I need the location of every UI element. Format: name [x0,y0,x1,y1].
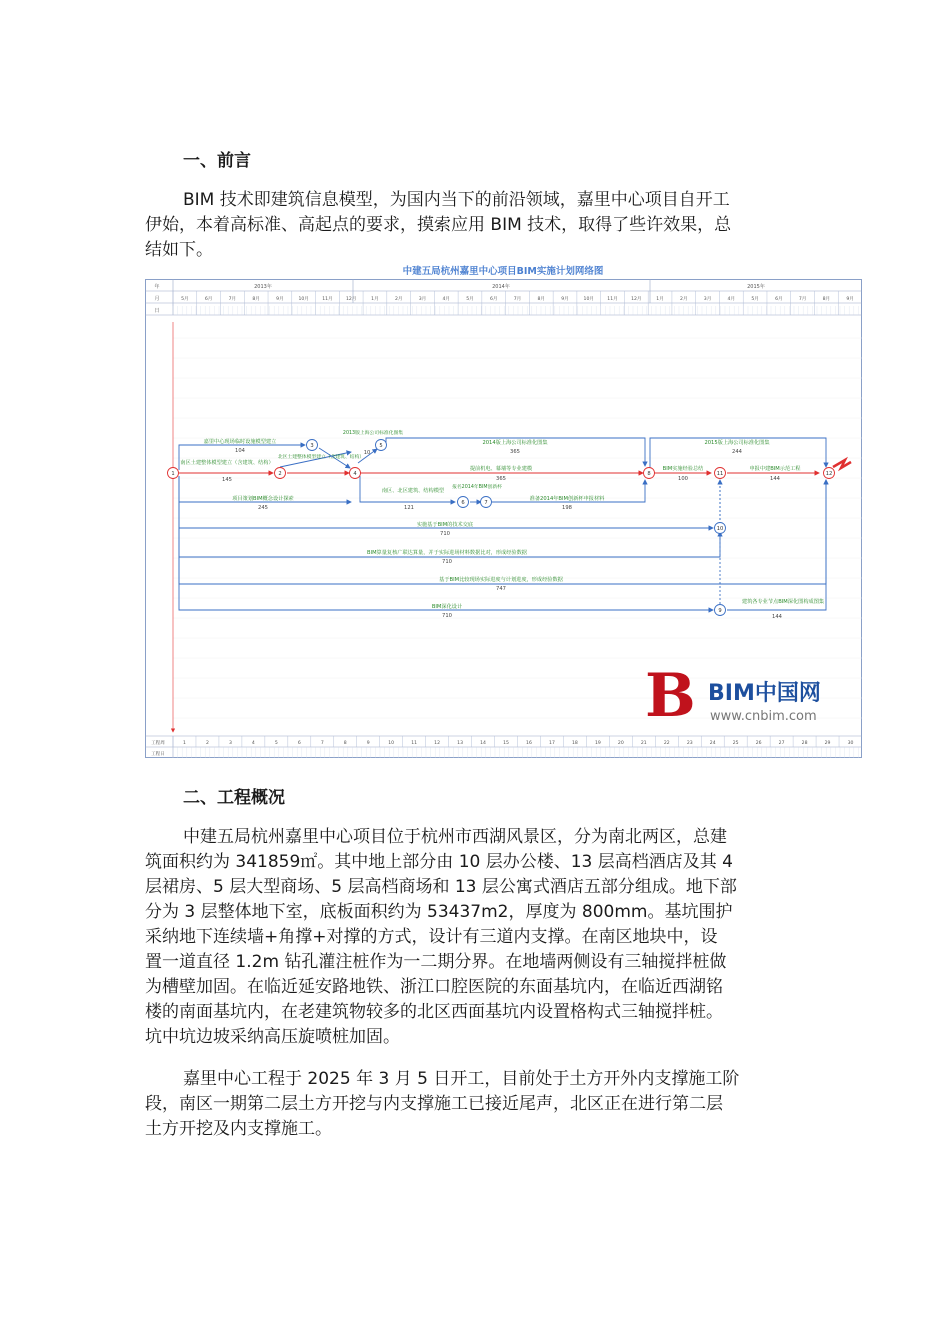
task-label: 申报中建BIM示范工程 [749,466,801,472]
overview-line: 分为 3 层整体地下室，底板面积约为 53437m2，厚度为 800mm。基坑围护 [145,902,733,922]
week-label: 22 [663,741,670,746]
week-label: 12 [434,741,441,746]
task-label: 建筑各专业节点BIM深化图构成图集 [741,599,825,605]
month-label: 2月 [680,297,688,302]
preface-line: 伊始，本着高标准、高起点的要求，摸索应用 BIM 技术，取得了些许效果，总 [145,215,732,235]
node-number: 9 [718,608,722,614]
task-duration: 100 [678,476,688,482]
section-heading-overview: 二、工程概况 [183,788,285,808]
week-label: 19 [594,741,601,746]
task-duration: 245 [258,505,268,511]
node-number: 7 [484,500,488,506]
week-label: 10 [388,741,395,746]
node-number: 8 [647,471,651,477]
task-label: 项目策划BIM概念设计探索 [232,496,294,502]
row-label-day: 日 [154,308,160,314]
overview-line: 段，南区一期第二层土方开挖与内支撑施工已接近尾声，北区正在进行第二层 [145,1094,723,1114]
year-label: 2015年 [747,284,765,290]
month-label: 4月 [727,297,736,302]
week-label: 28 [801,741,808,746]
month-label: 7月 [513,297,522,302]
task-label: 报名2014年BIM创新杯 [452,485,502,490]
week-label: 6 [297,741,301,746]
task-label: 提前机电、幕墙等专业建模 [469,466,533,472]
task-duration: 747 [496,586,506,592]
week-label: 23 [686,741,693,746]
bim-network-diagram [145,262,862,758]
month-label: 8月 [252,297,260,302]
week-label: 29 [824,741,831,746]
task-label: 北区土建整体模型建立（含建筑、结构） [277,455,365,460]
month-label: 8月 [822,297,831,302]
month-label: 5月 [751,297,759,302]
month-label: 4月 [442,297,450,302]
task-duration: 710 [442,613,452,619]
node-number: 12 [825,471,833,477]
month-label: 7月 [228,297,237,302]
month-label: 5月 [466,297,474,302]
week-label: 5 [274,741,278,746]
task-duration: 710 [440,531,450,537]
week-label: 4 [251,741,255,746]
node-number: 5 [379,443,383,449]
week-label: 3 [228,741,232,746]
task-duration: 10 [363,450,371,456]
task-label: 准备2014年BIM创新杯申报材料 [529,496,605,502]
month-label: 9月 [561,297,569,302]
node-number: 2 [278,471,282,477]
task-label: 南区、北区建筑、结构模型 [381,488,445,494]
week-label: 16 [526,741,532,746]
task-label: 南区土建整体模型建立（含建筑、结构） [180,460,274,466]
month-label: 3月 [418,297,427,302]
month-label: 12月 [631,297,642,302]
task-duration: 365 [510,449,520,455]
task-duration: 244 [732,449,742,455]
year-label: 2013年 [254,284,272,290]
week-label: 8 [343,741,347,746]
task-duration: 365 [496,476,506,482]
week-label: 2 [205,741,209,746]
preface-line: 结如下。 [145,240,213,260]
task-label: BIM实施经验总结 [662,466,704,472]
overview-line: 中建五局杭州嘉里中心项目位于杭州市西湖风景区，分为南北两区，总建 [183,827,727,847]
task-label: BIM深化设计 [431,604,463,610]
overview-paragraph-1 [145,825,805,1050]
week-label: 14 [480,741,486,746]
row-label-year: 年 [154,284,160,290]
week-label: 11 [411,741,418,746]
week-label: 13 [457,741,464,746]
task-label: 2015版上海公司标准化图集 [704,440,770,446]
week-label: 18 [571,741,578,746]
diagram-title: 中建五局杭州嘉里中心项目BIM实施计划网络图 [402,266,604,277]
row-label-day-count: 工程日 [151,752,165,757]
task-duration: 710 [442,559,452,565]
section-heading-preface: 一、前言 [183,151,251,171]
node-number: 4 [353,471,357,477]
overview-line: 采纳地下连续墙+角撑+对撑的方式，设计有三道内支撑。在南区地块中，设 [145,927,718,947]
month-label: 6月 [204,297,213,302]
node-number: 1 [171,471,175,477]
logo-url: www.cnbim.com [710,709,817,724]
task-label: 嘉里中心现场临时设施模型建立 [203,439,277,445]
overview-line: 坑中坑边坡采纳高压旋喷桩加固。 [145,1027,400,1047]
preface-paragraph [145,188,805,263]
month-label: 8月 [537,297,546,302]
row-label-month: 月 [154,296,160,302]
month-label: 5月 [181,297,189,302]
week-label: 27 [778,741,785,746]
overview-line: 为槽壁加固。在临近延安路地铁、浙江口腔医院的东面基坑内，在临近西湖铭 [145,977,723,997]
task-duration: 121 [404,505,414,511]
task-label: 基于BIM比较现场实际进度与计划进度，形成经验数据 [439,577,563,583]
month-label: 10月 [298,297,309,302]
month-label: 3月 [703,297,712,302]
week-label: 26 [755,741,762,746]
overview-paragraph-2 [145,1067,805,1142]
week-label: 1 [183,741,186,746]
month-label: 6月 [775,297,783,302]
month-label: 12月 [345,297,357,302]
week-label: 25 [732,741,739,746]
task-label: BIM算量复核广联达算量，并于实际进场材料数据比对，形成经验数据 [366,550,528,556]
week-label: 9 [366,741,370,746]
task-duration: 145 [222,477,232,483]
row-label-week: 工程周 [151,741,165,746]
node-number: 10 [716,526,724,532]
node-number: 3 [310,443,314,449]
week-label: 7 [320,741,324,746]
overview-line: 置一道直径 1.2m 钻孔灌注桩作为一二期分界。在地墙两侧设有三轴搅拌桩做 [145,952,727,972]
month-label: 10月 [583,297,595,302]
logo-name: BIM中国网 [708,681,821,706]
task-duration: 144 [770,476,780,482]
task-label: 实施基于BIM的技术交底 [416,522,474,528]
overview-line: 楼的南面基坑内，在老建筑物较多的北区西面基坑内设置格构式三轴搅拌桩。 [145,1002,723,1022]
overview-line: 筑面积约为 341859㎡。其中地上部分由 10 层办公楼、13 层高档酒店及其 4 [145,852,733,872]
week-label: 17 [549,741,555,746]
logo-b-glyph: B [645,661,696,731]
overview-line: 土方开挖及内支撑施工。 [145,1119,332,1139]
month-label: 6月 [489,297,498,302]
year-label: 2014年 [492,284,510,290]
week-label: 21 [640,741,647,746]
month-label: 2月 [394,297,403,302]
month-label: 7月 [798,297,807,302]
overview-line: 层裙房、5 层大型商场、5 层高档商场和 13 层公寓式酒店五部分组成。地下部 [145,877,737,897]
task-duration: 198 [562,505,572,511]
week-label: 30 [847,741,854,746]
month-label: 1月 [371,297,379,302]
month-label: 11月 [322,297,333,302]
month-label: 11月 [607,297,618,302]
month-label: 1月 [656,297,664,302]
week-label: 20 [617,741,624,746]
task-duration: 144 [772,614,782,620]
week-label: 15 [503,741,509,746]
task-label: 2014版上海公司标准化图集 [482,440,548,446]
task-label: 2013版上海公司标准化图集 [342,431,404,436]
task-duration: 104 [235,448,245,454]
node-number: 6 [461,500,465,506]
month-label: 9月 [846,297,854,302]
preface-line: BIM 技术即建筑信息模型，为国内当下的前沿领域，嘉里中心项目自开工 [183,190,730,210]
node-number: 11 [716,471,724,477]
week-label: 24 [709,741,716,746]
overview-line: 嘉里中心工程于 2025 年 3 月 5 日开工，目前处于土方开外内支撑施工阶 [183,1069,740,1089]
month-label: 9月 [276,297,284,302]
